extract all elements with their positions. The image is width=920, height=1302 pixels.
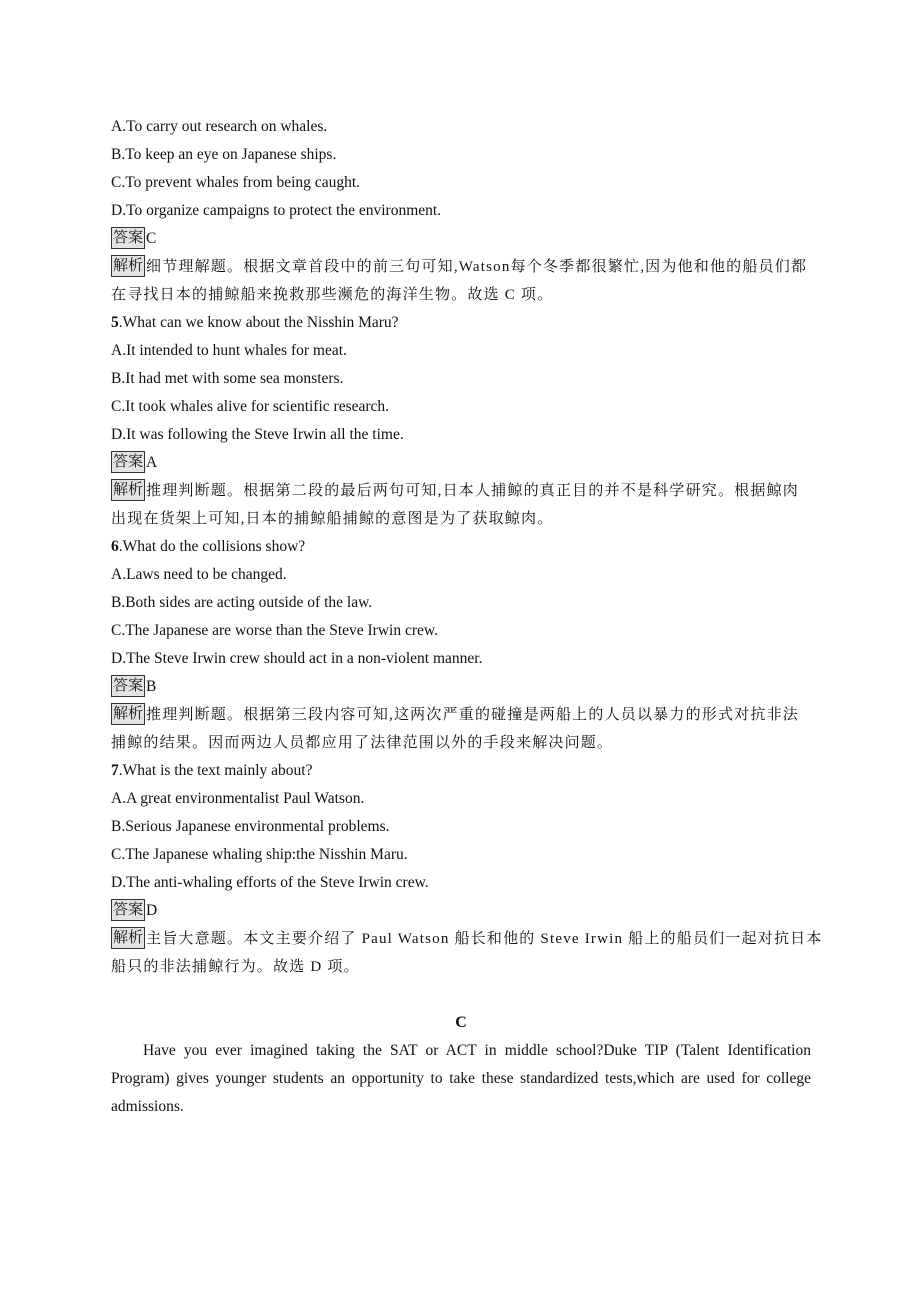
answer-value: A (146, 454, 158, 471)
analysis-text-cont: 捕鲸的结果。因而两边人员都应用了法律范围以外的手段来解决问题。 (111, 735, 614, 751)
option-c: C.To prevent whales from being caught. (111, 174, 360, 191)
option-d: D.To organize campaigns to protect the environment. (111, 202, 442, 219)
analysis-text-cont: 在寻找日本的捕鲸船来挽救那些濒危的海洋生物。故选 C 项。 (111, 287, 554, 303)
answer-value: B (146, 678, 157, 695)
analysis-text: 细节理解题。根据文章首段中的前三句可知,Watson每个冬季都很繁忙,因为他和他的船员们都 (146, 259, 808, 275)
section-c (111, 1009, 811, 1121)
analysis-row (111, 925, 823, 953)
answer-label: 答案 (111, 675, 145, 697)
answer-label: 答案 (111, 899, 145, 921)
analysis-row (111, 477, 811, 505)
option-d: D.The anti-whaling efforts of the Steve Irwin crew. (111, 874, 429, 891)
analysis-text: 推理判断题。根据第三段内容可知,这两次严重的碰撞是两船上的人员以暴力的形式对抗非法 (146, 707, 799, 723)
question-7 (111, 757, 823, 981)
option-a: A.Laws need to be changed. (111, 566, 287, 583)
document-page (111, 113, 823, 1121)
question-stem: 5.What can we know about the Nisshin Maru? (111, 314, 399, 331)
question-4 (111, 113, 811, 309)
answer-row (111, 449, 811, 477)
answer-value: C (146, 230, 157, 247)
option-b: B.To keep an eye on Japanese ships. (111, 146, 337, 163)
analysis-text-cont: 出现在货架上可知,日本的捕鲸船捕鲸的意图是为了获取鲸肉。 (111, 511, 554, 527)
option-a: A.It intended to hunt whales for meat. (111, 342, 347, 359)
option-b: B.It had met with some sea monsters. (111, 370, 344, 387)
option-c: C.The Japanese are worse than the Steve Irwin crew. (111, 622, 438, 639)
question-number: 7 (111, 762, 119, 779)
analysis-label: 解析 (111, 927, 145, 949)
option-b: B.Both sides are acting outside of the law. (111, 594, 373, 611)
option-b: B.Serious Japanese environmental problems. (111, 818, 390, 835)
answer-row (111, 897, 811, 925)
analysis-text-cont: 船只的非法捕鲸行为。故选 D 项。 (111, 959, 360, 975)
question-stem: 6.What do the collisions show? (111, 538, 306, 555)
analysis-row (111, 701, 811, 729)
analysis-label: 解析 (111, 703, 145, 725)
option-a: A.A great environmentalist Paul Watson. (111, 790, 365, 807)
question-5 (111, 309, 811, 533)
passage-paragraph: Have you ever imagined taking the SAT or ACT in middle school?Duke TIP (Talent Identification Program) gives younger students an opportunity to take these standardized tests,which are used for college admissions. (111, 1042, 811, 1115)
option-d: D.The Steve Irwin crew should act in a non-violent manner. (111, 650, 483, 667)
section-title: C (455, 1014, 467, 1031)
option-a: A.To carry out research on whales. (111, 118, 328, 135)
answer-label: 答案 (111, 227, 145, 249)
analysis-label: 解析 (111, 255, 145, 277)
option-c: C.It took whales alive for scientific research. (111, 398, 390, 415)
answer-label: 答案 (111, 451, 145, 473)
answer-row (111, 225, 811, 253)
analysis-row (111, 253, 811, 281)
question-6 (111, 533, 811, 757)
option-c: C.The Japanese whaling ship:the Nisshin Maru. (111, 846, 408, 863)
answer-value: D (146, 902, 158, 919)
question-number: 5 (111, 314, 119, 331)
analysis-label: 解析 (111, 479, 145, 501)
option-d: D.It was following the Steve Irwin all the time. (111, 426, 404, 443)
analysis-text: 主旨大意题。本文主要介绍了 Paul Watson 船长和他的 Steve Irwin 船上的船员们一起对抗日本 (146, 931, 823, 947)
question-number: 6 (111, 538, 119, 555)
answer-row (111, 673, 811, 701)
analysis-text: 推理判断题。根据第二段的最后两句可知,日本人捕鲸的真正目的并不是科学研究。根据鲸肉 (146, 483, 799, 499)
question-stem: 7.What is the text mainly about? (111, 762, 313, 779)
